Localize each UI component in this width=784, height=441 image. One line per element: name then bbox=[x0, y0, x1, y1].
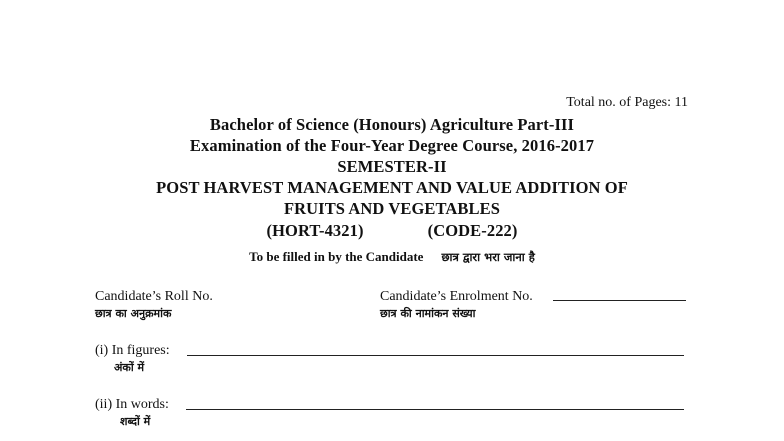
candidate-instruction-english: To be filled in by the Candidate bbox=[249, 249, 424, 264]
roll-in-figures-label: (i) In figures: bbox=[95, 343, 170, 358]
semester-title: SEMESTER-II bbox=[337, 157, 447, 176]
enrolment-number-label-hindi: छात्र की नामांकन संख्या bbox=[380, 307, 476, 320]
course-code: (HORT-4321) bbox=[266, 221, 364, 240]
subject-title-line2: FRUITS AND VEGETABLES bbox=[283, 199, 501, 218]
candidate-instruction-hindi: छात्र द्वारा भरा जाना है bbox=[441, 250, 535, 264]
roll-in-figures-field[interactable] bbox=[187, 355, 684, 356]
roll-number-label: Candidate’s Roll No. bbox=[95, 289, 213, 304]
roll-in-words-field[interactable] bbox=[186, 409, 684, 410]
roll-number-label-hindi: छात्र का अनुक्रमांक bbox=[95, 307, 172, 320]
course-codes bbox=[0, 221, 784, 241]
roll-in-figures-label-hindi: अंकों में bbox=[114, 361, 145, 374]
roll-in-words-label: (ii) In words: bbox=[95, 397, 169, 412]
candidate-instruction bbox=[0, 249, 784, 265]
paper-code: (CODE-222) bbox=[427, 221, 518, 240]
enrolment-number-label: Candidate’s Enrolment No. bbox=[380, 289, 533, 304]
roll-in-words-label-hindi: शब्दों में bbox=[120, 415, 151, 428]
enrolment-number-field[interactable] bbox=[553, 300, 686, 301]
subject-title-line1: POST HARVEST MANAGEMENT AND VALUE ADDITION OF bbox=[156, 178, 628, 197]
total-pages: Total no. of Pages: 11 bbox=[566, 95, 688, 110]
degree-title: Bachelor of Science (Honours) Agriculture Part-III bbox=[209, 115, 575, 134]
exam-title: Examination of the Four-Year Degree Course, 2016-2017 bbox=[189, 136, 595, 155]
